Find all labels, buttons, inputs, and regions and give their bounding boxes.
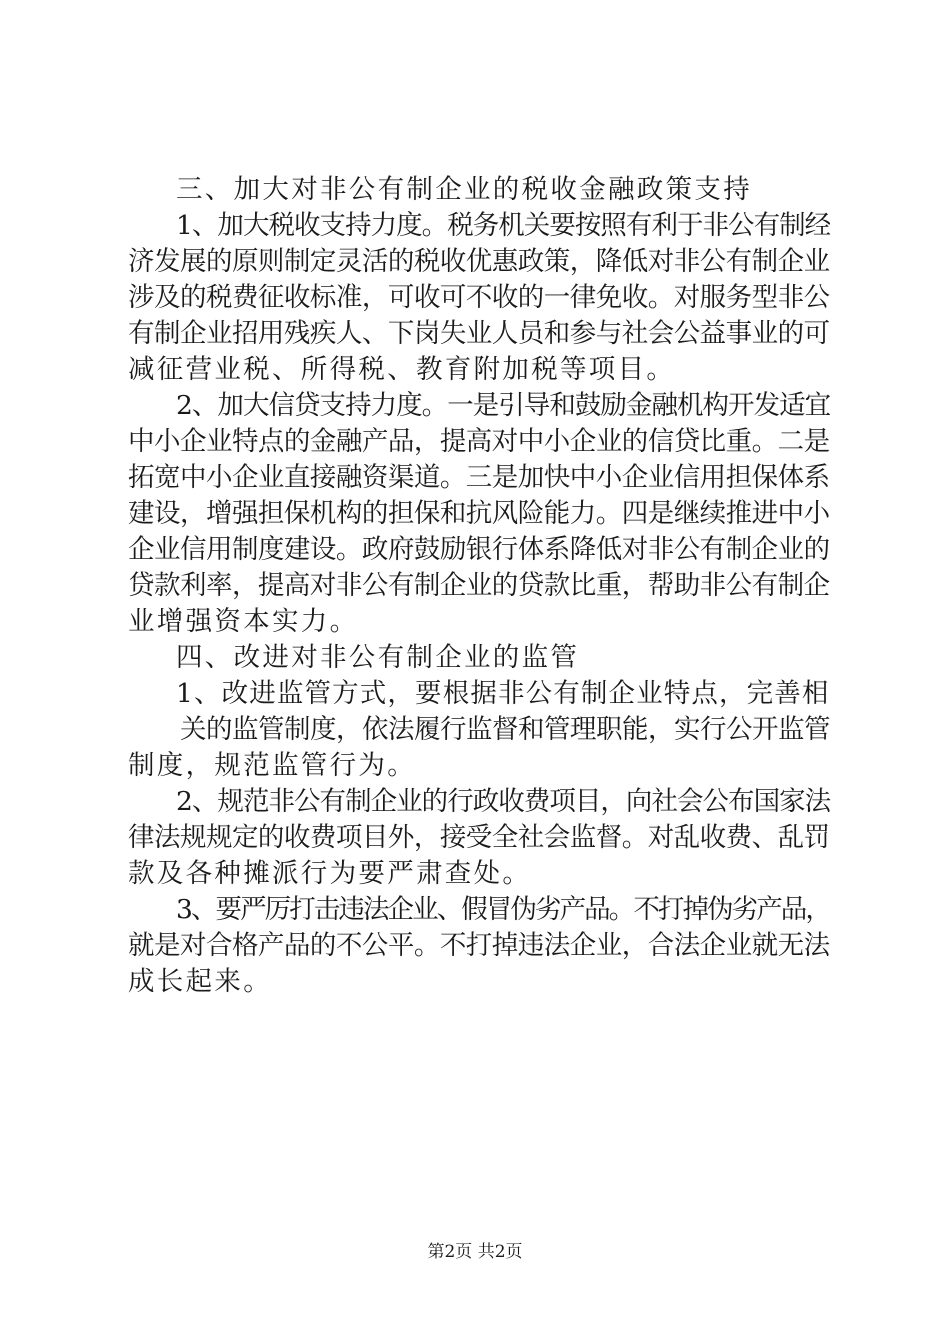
paragraph-line: 2、加大信贷支持力度。一是引导和鼓励金融机构开发适宜 (176, 390, 831, 421)
paragraph-line: 3、要严厉打击违法企业、假冒伪劣产品。不打掉伪劣产品， (176, 894, 830, 925)
paragraph-line: 减征营业税、所得税、教育附加税等项目。 (128, 354, 676, 385)
paragraph-line: 关的监管制度，依法履行监督和管理职能，实行公开监管 (180, 714, 830, 745)
section-heading-4: 四、改进对非公有制企业的监管 (176, 642, 580, 673)
page-number-footer: 第2页 共2页 (427, 1242, 523, 1262)
paragraph-line: 涉及的税费征收标准，可收可不收的一律免收。对服务型非公 (128, 282, 830, 313)
paragraph-line: 就是对合格产品的不公平。不打掉违法企业，合法企业就无法 (128, 930, 830, 961)
paragraph-line: 制度，规范监管行为。 (128, 750, 416, 781)
paragraph-line: 业增强资本实力。 (128, 606, 359, 637)
paragraph-line: 2、规范非公有制企业的行政收费项目，向社会公布国家法 (176, 786, 831, 817)
paragraph-line: 1、改进监管方式，要根据非公有制企业特点，完善相 (176, 678, 830, 709)
paragraph-line: 1、加大税收支持力度。税务机关要按照有利于非公有制经 (176, 210, 831, 241)
paragraph-line: 中小企业特点的金融产品，提高对中小企业的信贷比重。二是 (128, 426, 830, 457)
paragraph-line: 有制企业招用残疾人、下岗失业人员和参与社会公益事业的可 (128, 318, 830, 349)
paragraph-line: 款及各种摊派行为要严肃查处。 (128, 858, 532, 889)
paragraph-line: 企业信用制度建设。政府鼓励银行体系降低对非公有制企业的 (128, 534, 830, 565)
section-heading-3: 三、加大对非公有制企业的税收金融政策支持 (176, 174, 752, 205)
paragraph-line: 济发展的原则制定灵活的税收优惠政策，降低对非公有制企业 (128, 246, 830, 277)
paragraph-line: 建设，增强担保机构的担保和抗风险能力。四是继续推进中小 (128, 498, 830, 529)
paragraph-line: 律法规规定的收费项目外，接受全社会监督。对乱收费、乱罚 (128, 822, 830, 853)
paragraph-line: 拓宽中小企业直接融资渠道。三是加快中小企业信用担保体系 (128, 462, 830, 493)
paragraph-line: 成长起来。 (128, 966, 272, 997)
paragraph-line: 贷款利率，提高对非公有制企业的贷款比重，帮助非公有制企 (128, 570, 830, 601)
